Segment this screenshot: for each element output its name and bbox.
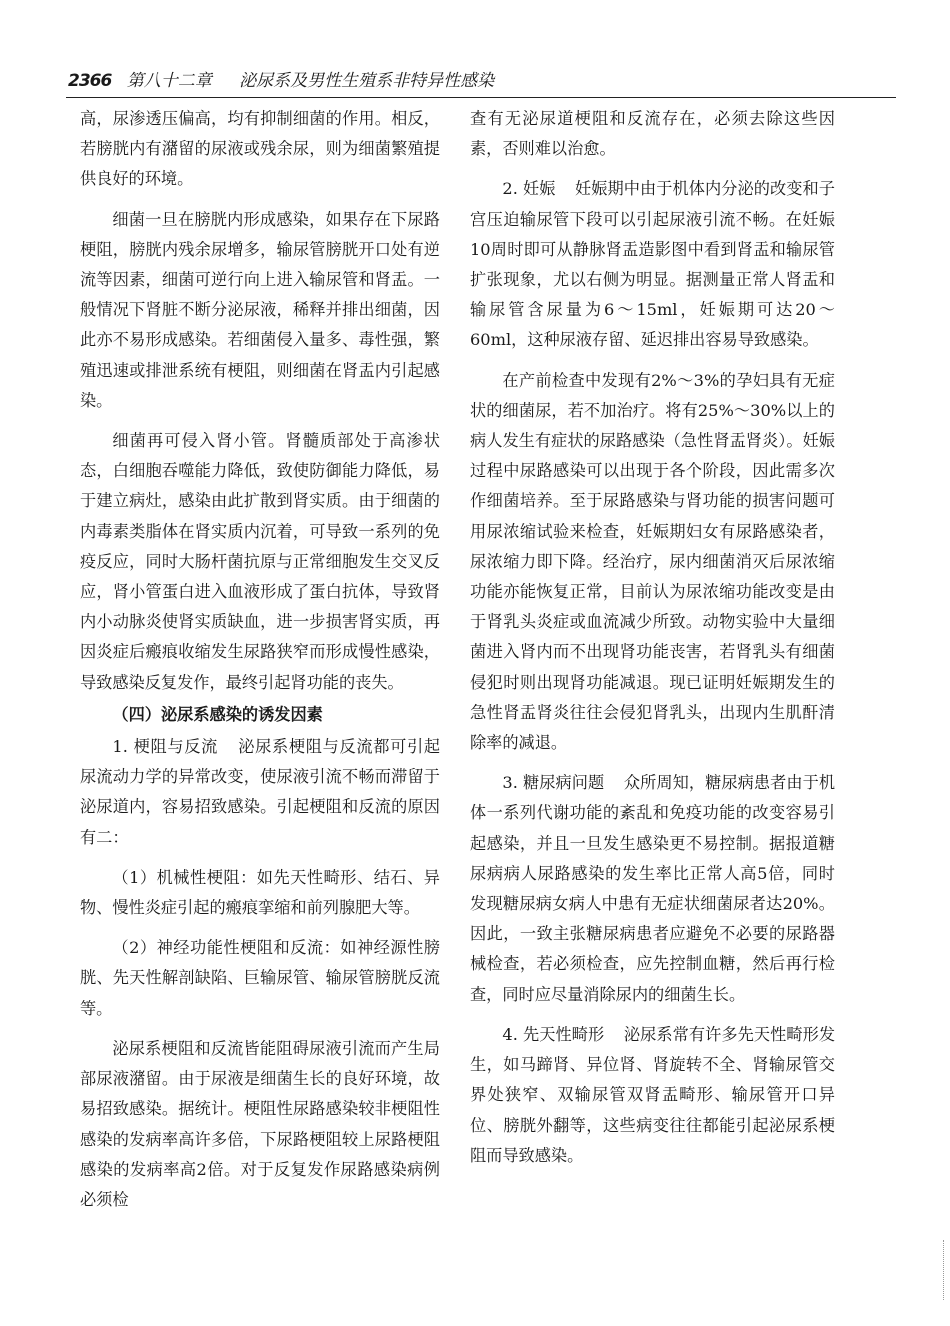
item-text: 众所周知，糖尿病患者由于机体一系列代谢功能的紊乱和免疫功能的改变容易引起感染，并且一旦发生感染更不易控制。据报道糖尿病病人尿路感染的发生率比正常人高5倍，同时发现糖尿病女病人中患有无症状细菌尿者达20%。因此，一致主张糖尿病患者应避免不必要的尿路器械检查，若必须检查，应先控制血糖，然后再行检查，同时应尽量消除尿内的细菌生长。 (470, 773, 836, 1004)
item-text: 妊娠期中由于机体内分泌的改变和子宫压迫输尿管下段可以引起尿液引流不畅。在妊娠10周时即可从静脉肾盂造影图中看到肾盂和输尿管扩张现象，尤以右侧为明显。据测量正常人肾盂和输尿管含尿量为6～15ml，妊娠期可达20～60ml，这种尿液存留、延迟排出容易导致感染。 (470, 179, 835, 350)
item-paragraph (470, 174, 835, 355)
item-paragraph (470, 1020, 835, 1171)
right-column (470, 104, 835, 1181)
section-heading: （四）泌尿系感染的诱发因素 (112, 704, 323, 724)
chapter-label: 第八十二章 (126, 71, 212, 91)
item-lead: 3. 糖尿病问题 (502, 773, 605, 793)
chapter-title: 泌尿系及男性生殖系非特异性感染 (239, 71, 495, 91)
item-paragraph (470, 768, 835, 1010)
paragraph: 细菌一旦在膀胱内形成感染，如果存在下尿路梗阻，膀胱内残余尿增多，输尿管膀胱开口处有逆流等因素，细菌可逆行向上进入输尿管和肾盂。一般情况下肾脏不断分泌尿液，稀释并排出细菌，因此亦不易形成感染。若细菌侵入量多、毒性强，繁殖迅速或排泄系统有梗阻，则细菌在肾盂内引起感染。 (80, 209, 440, 410)
item-lead: 4. 先天性畸形 (502, 1024, 605, 1044)
paragraph: 在产前检查中发现有2%～3%的孕妇具有无症状的细菌尿，若不加治疗。将有25%～30%以上的病人发生有症状的尿路感染（急性肾盂肾炎）。妊娠过程中尿路感染可以出现于各个阶段，因此需多次作细菌培养。至于尿路感染与肾功能的损害问题可用尿浓缩试验来检查，妊娠期妇女有尿路感染者，尿浓缩力即下降。经治疗，尿内细菌消灭后尿浓缩功能亦能恢复正常，目前认为尿浓缩功能改变是由于肾乳头炎症或血流减少所致。动物实验中大量细菌进入肾内而不出现肾功能丧害，若肾乳头有细菌侵犯时则出现肾功能减退。现已证明妊娠期发生的急性肾盂肾炎往往会侵犯肾乳头，出现内生肌酐清除率的减退。 (470, 370, 835, 753)
paragraph: 泌尿系梗阻和反流皆能阻碍尿液引流而产生局部尿液潴留。由于尿液是细菌生长的良好环境，故易招致感染。据统计。梗阻性尿路感染较非梗阻性感染的发病率高许多倍，下尿路梗阻较上尿路梗阻感染的发病率高2倍。对于反复发作尿路感染病例必须检 (80, 1038, 440, 1209)
paragraph: （2）神经功能性梗阻和反流：如神经源性膀胱、先天性解剖缺陷、巨输尿管、输尿管膀胱反流等。 (80, 938, 440, 1018)
item-lead: 2. 妊娠 (502, 179, 556, 199)
page-header (68, 66, 888, 96)
scan-edge-mark (939, 1240, 944, 1300)
left-column (80, 104, 440, 1225)
paragraph: 高，尿渗透压偏高，均有抑制细菌的作用。相反，若膀胱内有潴留的尿液或残余尿，则为细菌繁殖提供良好的环境。 (80, 109, 440, 189)
item-paragraph (80, 732, 440, 853)
item-text: 泌尿系梗阻与反流都可引起尿流动力学的异常改变，使尿液引流不畅而滞留于泌尿道内，容易招致感染。引起梗阻和反流的原因有二： (80, 737, 441, 847)
page-number: 2366 (68, 71, 112, 91)
paragraph: （1）机械性梗阻：如先天性畸形、结石、异物、慢性炎症引起的瘢痕挛缩和前列腺肥大等。 (80, 867, 440, 918)
item-text: 泌尿系常有许多先天性畸形发生，如马蹄肾、异位肾、肾旋转不全、肾输尿管交界处狭窄、双输尿管双肾盂畸形、输尿管开口异位、膀胱外翻等，这些病变往往都能引起泌尿系梗阻而导致感染。 (470, 1024, 836, 1165)
item-lead: 1. 梗阻与反流 (112, 737, 219, 757)
header-rule (66, 97, 896, 98)
paragraph: 细菌再可侵入肾小管。肾髓质部处于高渗状态，白细胞吞噬能力降低，致使防御能力降低，易于建立病灶，感染由此扩散到肾实质。由于细菌的内毒素类脂体在肾实质内沉着，可导致一系列的免疫反应，同时大肠杆菌抗原与正常细胞发生交叉反应，肾小管蛋白进入血液形成了蛋白抗体，导致肾内小动脉炎使肾实质缺血，进一步损害肾实质，再因炎症后瘢痕收缩发生尿路狭窄而形成慢性感染，导致感染反复发作，最终引起肾功能的丧失。 (80, 431, 440, 692)
paragraph: 查有无泌尿道梗阻和反流存在，必须去除这些因素，否则难以治愈。 (470, 109, 835, 159)
